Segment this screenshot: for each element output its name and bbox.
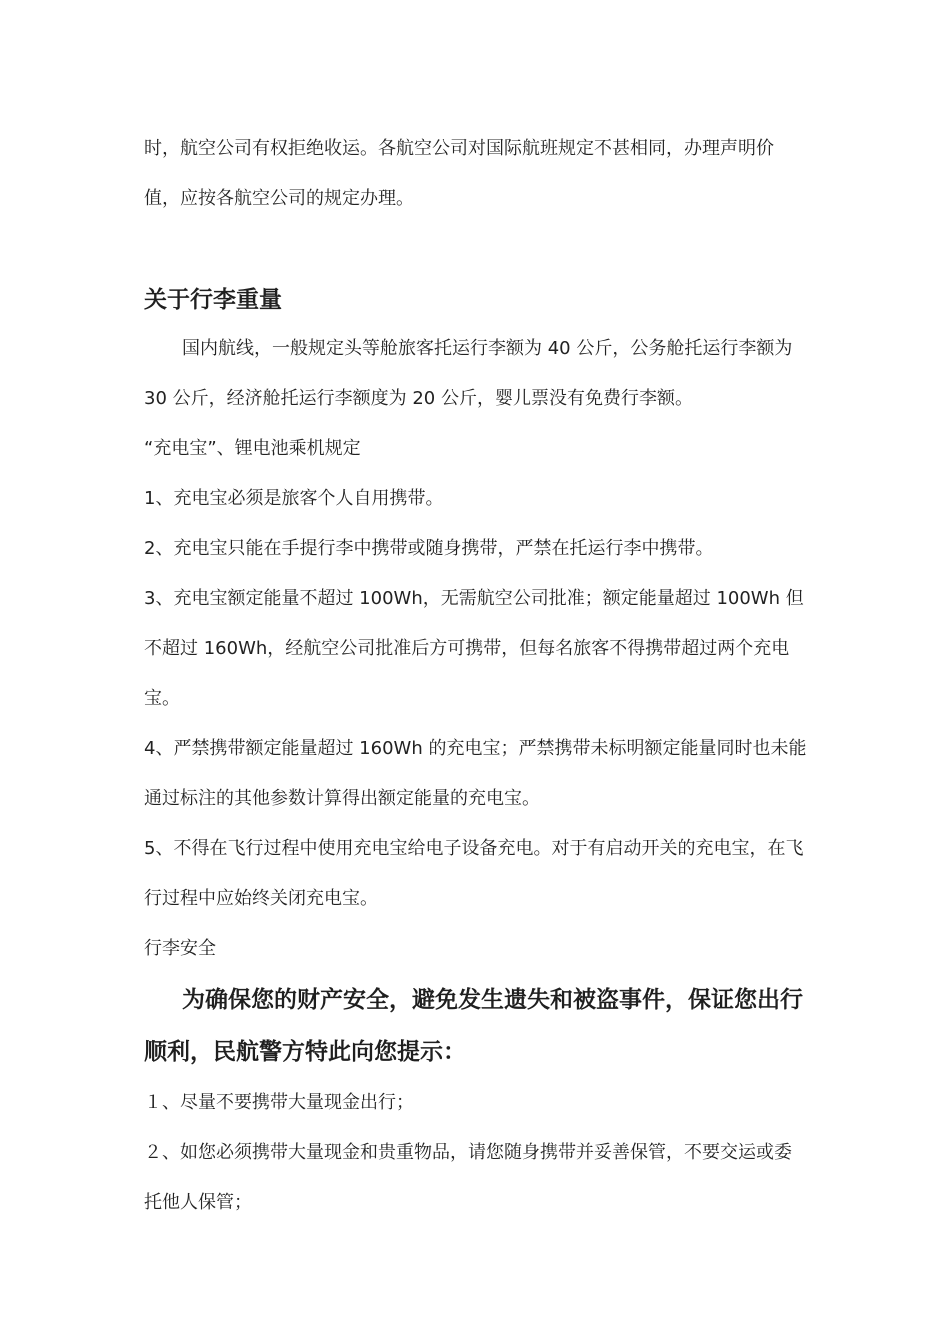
safety-notice: 为确保您的财产安全，避免发生遗失和被盗事件，保证您出行顺利，民航警方特此向您提示： <box>144 987 803 1065</box>
section-spacer <box>144 224 808 276</box>
safety-title: 行李安全 <box>144 938 216 959</box>
battery-rule-1: 1、充电宝必须是旅客个人自用携带。 <box>144 488 444 509</box>
safety-tip-2: ２、如您必须携带大量现金和贵重物品，请您随身携带并妥善保管，不要交运或委托他人保管； <box>144 1142 792 1213</box>
weight-paragraph: 国内航线，一般规定头等舱旅客托运行李额为 40 公斤，公务舱托运行李额为 30 公斤，经济舱托运行李额度为 20 公斤，婴儿票没有免费行李额。 <box>144 338 793 409</box>
battery-rule-3: 3、充电宝额定能量不超过 100Wh，无需航空公司批准；额定能量超过 100Wh 但不超过 160Wh，经航空公司批准后方可携带，但每名旅客不得携带超过两个充电宝。 <box>144 588 804 709</box>
battery-rule-2: 2、充电宝只能在手提行李中携带或随身携带，严禁在托运行李中携带。 <box>144 538 714 559</box>
battery-rule-4: 4、严禁携带额定能量超过 160Wh 的充电宝；严禁携带未标明额定能量同时也未能通过标注的其他参数计算得出额定能量的充电宝。 <box>144 738 807 809</box>
weight-heading: 关于行李重量 <box>144 287 282 313</box>
battery-rule-5: 5、不得在飞行过程中使用充电宝给电子设备充电。对于有启动开关的充电宝，在飞行过程中应始终关闭充电宝。 <box>144 838 804 909</box>
intro-line-1: 时，航空公司有权拒绝收运。各航空公司对国际航班规定不甚相同，办理声明价 <box>144 138 774 159</box>
intro-line-2: 值，应按各航空公司的规定办理。 <box>144 188 414 209</box>
document-page <box>144 124 808 1228</box>
safety-tip-1: １、尽量不要携带大量现金出行； <box>144 1092 414 1113</box>
battery-title: “充电宝”、锂电池乘机规定 <box>144 438 361 459</box>
